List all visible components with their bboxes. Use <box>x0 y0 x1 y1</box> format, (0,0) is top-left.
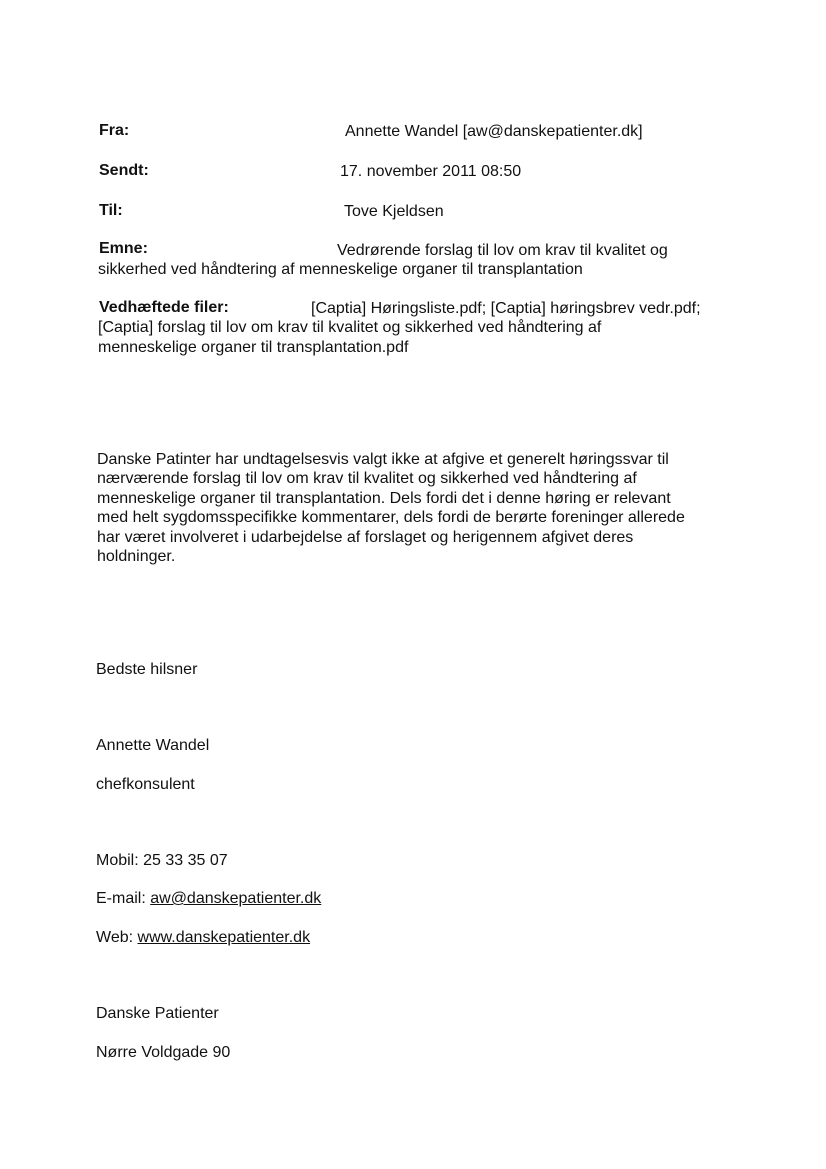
from-value: Annette Wandel [aw@danskepatienter.dk] <box>345 123 643 140</box>
web-label: Web: <box>96 929 134 946</box>
body-line-2: nærværende forslag til lov om krav til kvalitet og sikkerhed ved håndtering af <box>97 470 637 487</box>
to-label: Til: <box>99 202 123 219</box>
web-link[interactable]: www.danskepatienter.dk <box>137 929 311 946</box>
signature-title: chefkonsulent <box>96 776 195 793</box>
mobile-line <box>96 851 228 870</box>
email-link[interactable]: aw@danskepatienter.dk <box>150 890 322 907</box>
email-label: E-mail: <box>96 890 146 907</box>
attachments-label: Vedhæftede filer: <box>99 299 229 316</box>
to-value: Tove Kjeldsen <box>344 203 444 220</box>
subject-line-1: Vedrørende forslag til lov om krav til kvalitet og <box>337 242 668 259</box>
mobile-label: Mobil: <box>96 852 139 869</box>
body-line-3: menneskelige organer til transplantation. Dels fordi det i denne høring er relevant <box>97 490 671 507</box>
body-line-1: Danske Patinter har undtagelsesvis valgt ikke at afgive et generelt høringssvar til <box>97 451 669 468</box>
attachments-line-1: [Captia] Høringsliste.pdf; [Captia] høringsbrev vedr.pdf; <box>311 300 701 317</box>
mobile-value: 25 33 35 07 <box>143 852 228 869</box>
organization-address: Nørre Voldgade 90 <box>96 1044 231 1061</box>
attachments-line-3: menneskelige organer til transplantation.pdf <box>98 339 409 356</box>
subject-label: Emne: <box>99 240 148 257</box>
subject-line-2: sikkerhed ved håndtering af menneskelige organer til transplantation <box>98 261 583 278</box>
email-line <box>96 889 321 908</box>
body-line-5: har været involveret i udarbejdelse af forslaget og herigennem afgivet deres <box>97 529 634 546</box>
attachments-line-2: [Captia] forslag til lov om krav til kvalitet og sikkerhed ved håndtering af <box>98 319 602 336</box>
sent-value: 17. november 2011 08:50 <box>340 163 522 180</box>
from-label: Fra: <box>99 122 130 139</box>
sent-label: Sendt: <box>99 162 149 179</box>
greeting: Bedste hilsner <box>96 661 198 678</box>
web-line <box>96 928 310 947</box>
body-line-4: med helt sygdomsspecifikke kommentarer, dels fordi de berørte foreninger allerede <box>97 509 685 526</box>
body-line-6: holdninger. <box>97 548 176 565</box>
signature-name: Annette Wandel <box>96 737 210 754</box>
organization-name: Danske Patienter <box>96 1005 219 1022</box>
